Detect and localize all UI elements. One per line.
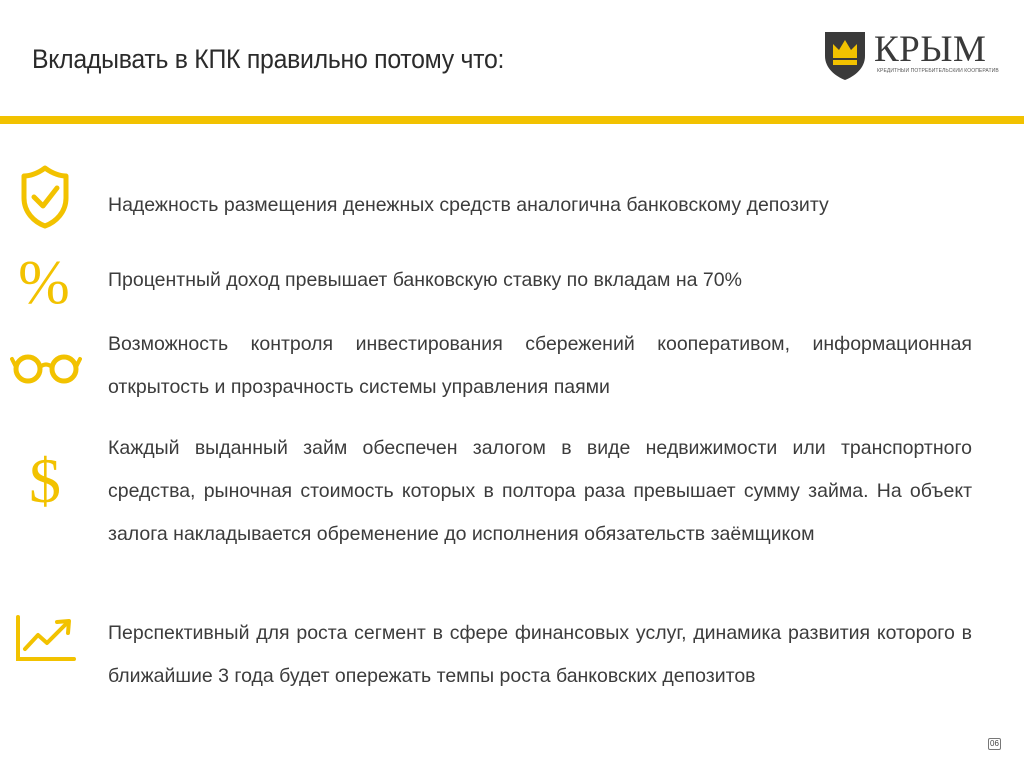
page-number: 06 — [990, 739, 999, 748]
shield-check-icon — [19, 164, 71, 230]
header-divider — [0, 116, 1024, 124]
percent-icon — [16, 254, 72, 308]
list-item-perspective: Перспективный для роста сегмент в сфере финансовых услуг, динамика развития которого в ближайшие 3 года будет опережать темпы роста банковских депозитов — [108, 622, 972, 687]
svg-text:%: % — [18, 254, 70, 308]
list-item-reliability: Надежность размещения денежных средств аналогична банковскому депозиту — [108, 194, 829, 216]
svg-text:$: $ — [29, 446, 61, 516]
logo-name: КРЫМ — [874, 29, 987, 70]
company-logo — [822, 28, 1012, 84]
list-item-collateral: Каждый выданный займ обеспечен залогом в виде недвижимости или транспортного средства, рыночная стоимость которых в полтора раза превышает сумму займа. На объект залога накладывается обременение до исполнения обязательств заёмщиком — [108, 437, 972, 545]
list-item-control: Возможность контроля инвестирования сбережений кооперативом, информационная открытость и прозрачность системы управления паями — [108, 333, 972, 398]
crown-shield-icon — [822, 28, 868, 82]
dollar-icon — [20, 446, 70, 516]
growth-chart-icon — [14, 613, 78, 663]
logo-subtitle: КРЕДИТНЫЙ ПОТРЕБИТЕЛЬСКИЙ КООПЕРАТИВ — [877, 68, 999, 74]
list-item-interest: Процентный доход превышает банковскую ставку по вкладам на 70% — [108, 269, 742, 291]
glasses-icon — [10, 350, 82, 386]
page-title: Вкладывать в КПК правильно потому что: — [32, 44, 505, 74]
